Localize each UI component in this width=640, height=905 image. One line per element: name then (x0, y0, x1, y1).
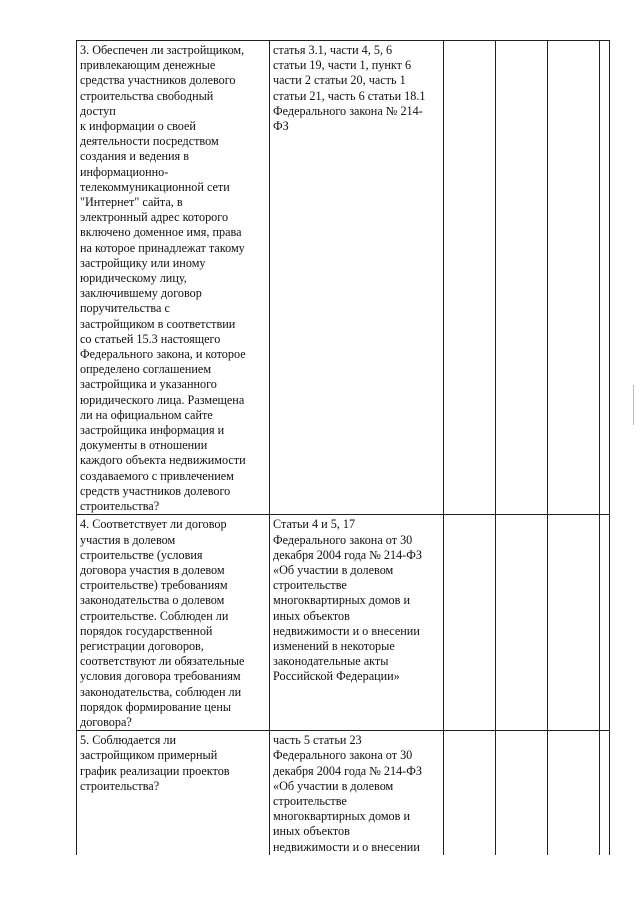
table-row (77, 731, 610, 855)
answer-no-cell (496, 515, 548, 731)
checklist-table (76, 40, 610, 855)
answer-na-cell (548, 41, 600, 515)
legal-basis-cell (270, 515, 444, 731)
answer-no-cell (496, 731, 548, 855)
question-cell (77, 731, 270, 855)
answer-na-cell (548, 515, 600, 731)
answer-yes-cell (444, 515, 496, 731)
question-text: 3. Обеспечен ли застройщиком, привлекающим денежные средства участников долевого строительства свободный доступ к информации о своей деятельности посредством создания и ведения в информационно- телекоммуникационной сети "Интернет" сайта, в электронный адрес которого включено доменное имя, права на которое принадлежат такому застройщику или иному юридическому лицу, заключившему договор поручительства с застройщиком в соответствии со статьей 15.3 настоящего Федерального закона, и которое определено соглашением застройщика и указанного юридического лица. Размещена ли на официальном сайте застройщика информация и документы в отношении каждого объекта недвижимости создаваемого с привлечением средств участников долевого строительства? (80, 43, 246, 514)
note-cell (600, 515, 610, 731)
note-cell (600, 41, 610, 515)
table-row (77, 515, 610, 731)
note-cell (600, 731, 610, 855)
table-row (77, 41, 610, 515)
scan-margin-mark (633, 385, 634, 425)
legal-basis-cell (270, 731, 444, 855)
answer-na-cell (548, 731, 600, 855)
question-text: 4. Соответствует ли договор участия в долевом строительстве (условия договора участия в долевом строительстве) требованиям законодательства о долевом строительстве. Соблюден ли порядок государственной регистрации договоров, соответствуют ли обязательные условия договора требованиям законодательства, соблюден ли порядок формирование цены договора? (80, 517, 245, 729)
legal-basis-text: часть 5 статьи 23 Федерального закона от 30 декабря 2004 года № 214-ФЗ «Об участии в долевом строительстве многоквартирных домов и иных объектов недвижимости и о внесении (273, 733, 422, 854)
legal-basis-text: статья 3.1, части 4, 5, 6 статьи 19, части 1, пункт 6 части 2 статьи 20, часть 1 статьи 21, часть 6 статьи 18.1 Федерального закона № 214- ФЗ (273, 43, 426, 134)
answer-yes-cell (444, 41, 496, 515)
answer-yes-cell (444, 731, 496, 855)
question-text: 5. Соблюдается ли застройщиком примерный график реализации проектов строительства? (80, 733, 230, 793)
question-cell (77, 41, 270, 515)
answer-no-cell (496, 41, 548, 515)
legal-basis-text: Статьи 4 и 5, 17 Федерального закона от 30 декабря 2004 года № 214-ФЗ «Об участии в долевом строительстве многоквартирных домов и иных объектов недвижимости и о внесении изменений в некоторые законодательные акты Российской Федерации» (273, 517, 422, 684)
question-cell (77, 515, 270, 731)
legal-basis-cell (270, 41, 444, 515)
